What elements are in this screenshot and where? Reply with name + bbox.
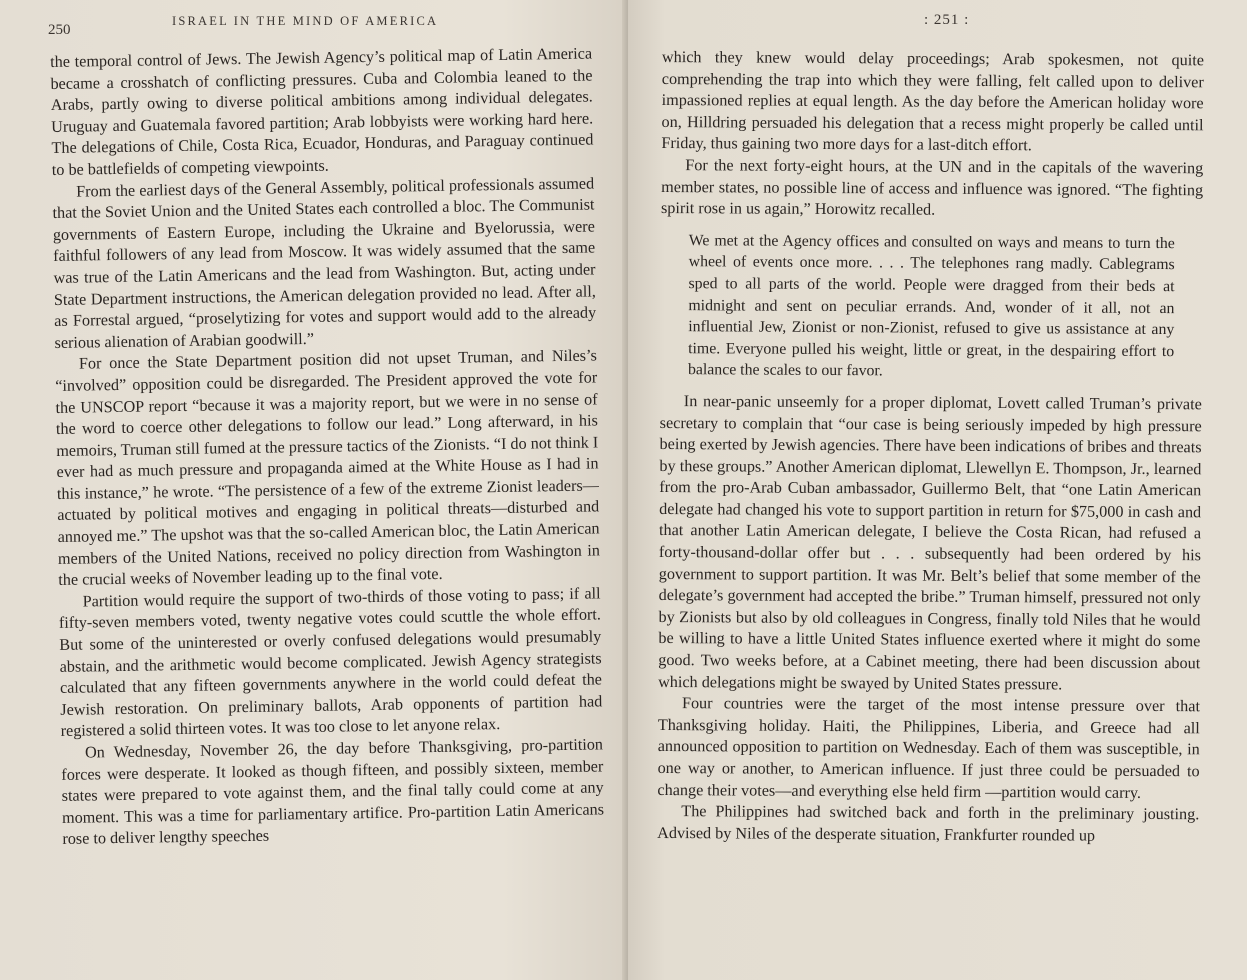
body-paragraph: which they knew would delay proceedings; Arab spokesmen, not quite comprehending the trap into which they were falling, felt called upon to deliver impassioned replies at equal length. As the day before the American holiday wore on, Hilldring persuaded his delegation that a recess might properly be called until Friday, thus gaining two more days for a last-ditch effort. xyxy=(661,47,1204,155)
right-page-body xyxy=(657,47,1204,848)
body-paragraph: the temporal control of Jews. The Jewish Agency’s political map of Latin America became a crosshatch of conflicting pressures. Cuba and Colombia leaned to the Arabs, partly owing to diverse political ambitions among individual delegates. Uruguay and Guatemala favored partition; Arab lobbyists were working hard here. The delegations of Chile, Costa Rica, Ecuador, Honduras, and Paraguay continued to be battlefields of competing viewpoints. xyxy=(50,44,594,179)
running-head: ISRAEL IN THE MIND OF AMERICA xyxy=(172,14,439,28)
body-paragraph: Partition would require the support of two-thirds of those voting to pass; if all fifty-seven members voted, twenty negative votes could scuttle the whole effort. But some of the uninterested or overly confused delegations would presumably abstain, and the arithmetic would become complicated. Jewish Agency strategists calculated that any fifteen governments anywhere in the world could defeat the Jewish restoration. On preliminary ballots, Arab opponents of partition had registered a solid thirteen votes. It was too close to let anyone relax. xyxy=(58,584,603,741)
body-paragraph: Four countries were the target of the most intense pressure over that Thanksgiving holiday. Haiti, the Philippines, Liberia, and Greece had all announced opposition to partition on Wednesday. Each of them was susceptible, in one way or another, to American influence. If just three could be persuaded to change their votes—and everything else held firm —partition would carry. xyxy=(657,694,1201,802)
body-paragraph: For the next forty-eight hours, at the UN and in the capitals of the wavering member states, no possible line of access and influence was ignored. “The fighting spirit rose in us again,” Horowitz recalled. xyxy=(660,156,1204,219)
body-paragraph: From the earliest days of the General Assembly, political professionals assumed that the Soviet Union and the United States each controlled a bloc. The Communist governments of Eastern Europe, including the Ukraine and Byelorussia, were faithful followers of any lead from Moscow. It was widely assumed that the same was true of the Latin Americans and the lead from Washington. But, acting under State Department instructions, the American delegation provided no lead. After all, as Forrestal argued, “proselytizing for votes and support would add to the already serious alienation of Arabian goodwill.” xyxy=(52,174,597,352)
body-paragraph: In near-panic unseemly for a proper diplomat, Lovett called Truman’s private secretary to complain that “our case is being seriously impeded by high pressure being exerted by Jewish agencies. There have been indications of bribes and threats by these groups.” Another American diplomat, Llewellyn E. Thompson, Jr., learned from the pro-Arab Cuban ambassador, Guillermo Belt, that “one Latin American delegate had changed his vote to support partition in return for $75,000 in cash and that another Latin American delegate, I believe the Costa Rican, had refused a forty-thousand-dollar offer but . . . subsequently had been ordered by his government to support partition. It was Mr. Belt’s belief that some member of the delegate’s government had accepted the bribe.” Truman himself, pressured not only by Zionists but also by old colleagues in Congress, finally told Niles that he would be willing to have a little United States influence exerted where it might do some good. Two weeks before, at a Cabinet meeting, there had been discussion about which delegations might be swayed by United States pressure. xyxy=(658,392,1202,694)
block-quote: We met at the Agency offices and consulted on ways and means to turn the wheel of events once more. . . . The telephones rang madly. Cablegrams sped to all parts of the world. People were dragged from their beds at midnight and sent on peculiar errands. And, wonder of it all, not an influential Jew, Zionist or non-Zionist, refused to give us assistance at any time. Everyone pulled his weight, little or great, in the despairing effort to balance the scales to our favor. xyxy=(687,231,1175,380)
body-paragraph: On Wednesday, November 26, the day before Thanksgiving, pro-partition forces were desperate. It looked as though fifteen, and possibly sixteen, member states were prepared to vote against them, and the final tally could come at any moment. This was a time for parliamentary artifice. Pro-partition Latin Americans rose to deliver lengthy speeches xyxy=(61,735,605,849)
body-paragraph: The Philippines had switched back and forth in the preliminary jousting. Advised by Niles of the desperate situation, Frankfurter rounded up xyxy=(657,802,1200,845)
left-page-number: 250 xyxy=(48,22,71,38)
body-paragraph: For once the State Department position did not upset Truman, and Niles’s “involved” opposition could be disregarded. The President approved the vote for the UNSCOP report “because it was a majority report, but we were in no sense of the word to coerce other delegations to follow our lead.” Long afterward, in his memoirs, Truman still fumed at the pressure tactics of the Zionists. “I do not think I ever had as much pressure and propaganda aimed at the White House as I had in this instance,” he wrote. “The persistence of a few of the extreme Zionist leaders—actuated by political motives and engaging in political threats—disturbed and annoyed me.” The upshot was that the so-called American bloc, the Latin American members of the United Nations, received no policy direction from Washington in the crucial weeks of November leading up to the final vote. xyxy=(55,346,601,590)
right-page xyxy=(628,0,1247,980)
left-page-body xyxy=(50,43,604,850)
right-page-number: : 251 : xyxy=(924,12,970,28)
